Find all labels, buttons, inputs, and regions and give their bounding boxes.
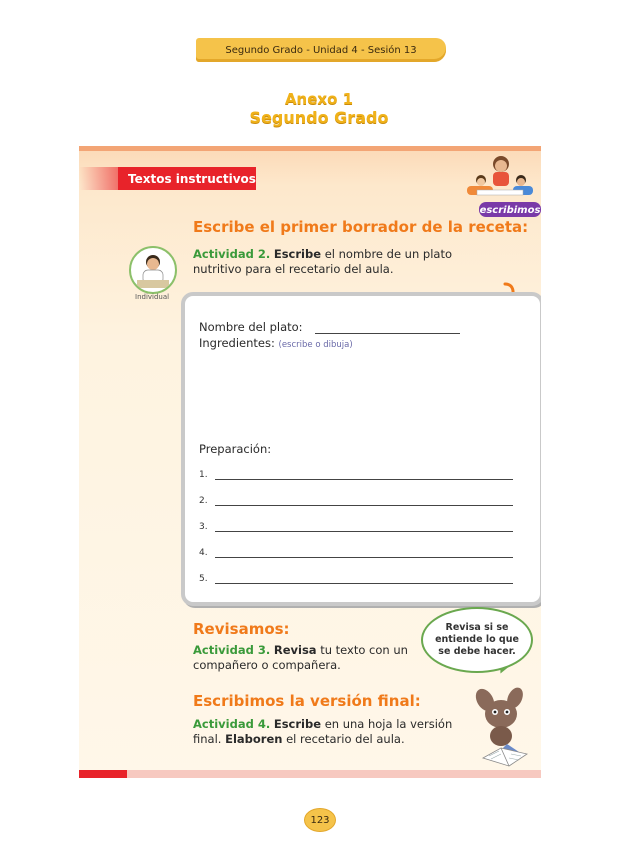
step-number: 1. <box>199 470 208 480</box>
activity4-line1 <box>193 717 452 732</box>
page-bottom-stripe <box>79 770 541 778</box>
speech-bubble <box>421 607 533 673</box>
activity3-line2: compañero o compañera. <box>193 658 341 672</box>
ingredients-label: Ingredientes: <box>199 336 275 350</box>
activity3-verb: Revisa <box>273 643 317 657</box>
page-bottom-red-block <box>79 770 127 778</box>
page-number: 123 <box>310 814 330 826</box>
step-number: 3. <box>199 522 208 532</box>
speech-bubble-text: Revisa si se entiende lo que se debe hacer. <box>435 622 519 657</box>
escribimos-illustration <box>457 150 541 220</box>
step-line[interactable] <box>215 583 513 584</box>
section-tag-label: Textos instructivos <box>128 171 256 186</box>
annex-subtitle: Segundo Grado <box>249 108 389 127</box>
step-number: 2. <box>199 496 208 506</box>
step-line[interactable] <box>215 531 513 532</box>
section-tag-fade <box>79 167 118 190</box>
review-heading: Revisamos: <box>193 620 290 638</box>
step-number: 5. <box>199 574 208 584</box>
step-line[interactable] <box>215 557 513 558</box>
activity4-rest: en una hoja la versión <box>324 717 453 731</box>
activity2-label: Actividad 2. <box>193 247 271 261</box>
section-tag <box>118 167 256 190</box>
annex-title: Anexo 1 <box>284 90 354 108</box>
activity2-line1 <box>193 247 452 262</box>
textbook-page <box>79 146 541 778</box>
individual-work-icon <box>129 246 177 294</box>
dish-name-line[interactable] <box>315 333 460 334</box>
activity4-verb2: Elaboren <box>225 732 283 746</box>
preparation-label: Preparación: <box>199 442 272 456</box>
activity2-line2: nutritivo para el recetario del aula. <box>193 262 394 276</box>
activity3-line1 <box>193 643 408 658</box>
page-number-badge <box>304 808 336 832</box>
activity2-rest: el nombre de un plato <box>324 247 452 261</box>
recipe-form <box>181 292 541 606</box>
creature-reading-illustration <box>457 674 541 770</box>
ingredients-row <box>199 336 353 350</box>
step-line[interactable] <box>215 505 513 506</box>
header-banner <box>196 38 446 62</box>
step-line[interactable] <box>215 479 513 480</box>
final-version-heading: Escribimos la versión final: <box>193 692 421 710</box>
activity3-label: Actividad 3. <box>193 643 271 657</box>
step-number: 4. <box>199 548 208 558</box>
activity3-rest: tu texto con un <box>320 643 408 657</box>
activity4-verb: Escribe <box>273 717 322 731</box>
activity4-line2-start: final. <box>193 732 222 746</box>
activity4-line2 <box>193 732 405 747</box>
individual-label: Individual <box>135 293 170 301</box>
dish-name-label: Nombre del plato: <box>199 320 303 334</box>
draft-heading: Escribe el primer borrador de la receta: <box>193 218 529 236</box>
escribimos-logo-text: escribimos <box>479 205 541 216</box>
header-banner-text: Segundo Grado - Unidad 4 - Sesión 13 <box>225 44 417 56</box>
activity2-verb: Escribe <box>273 247 322 261</box>
ingredients-hint: (escribe o dibuja) <box>278 340 353 350</box>
activity4-line2-end: el recetario del aula. <box>286 732 405 746</box>
activity4-label: Actividad 4. <box>193 717 271 731</box>
